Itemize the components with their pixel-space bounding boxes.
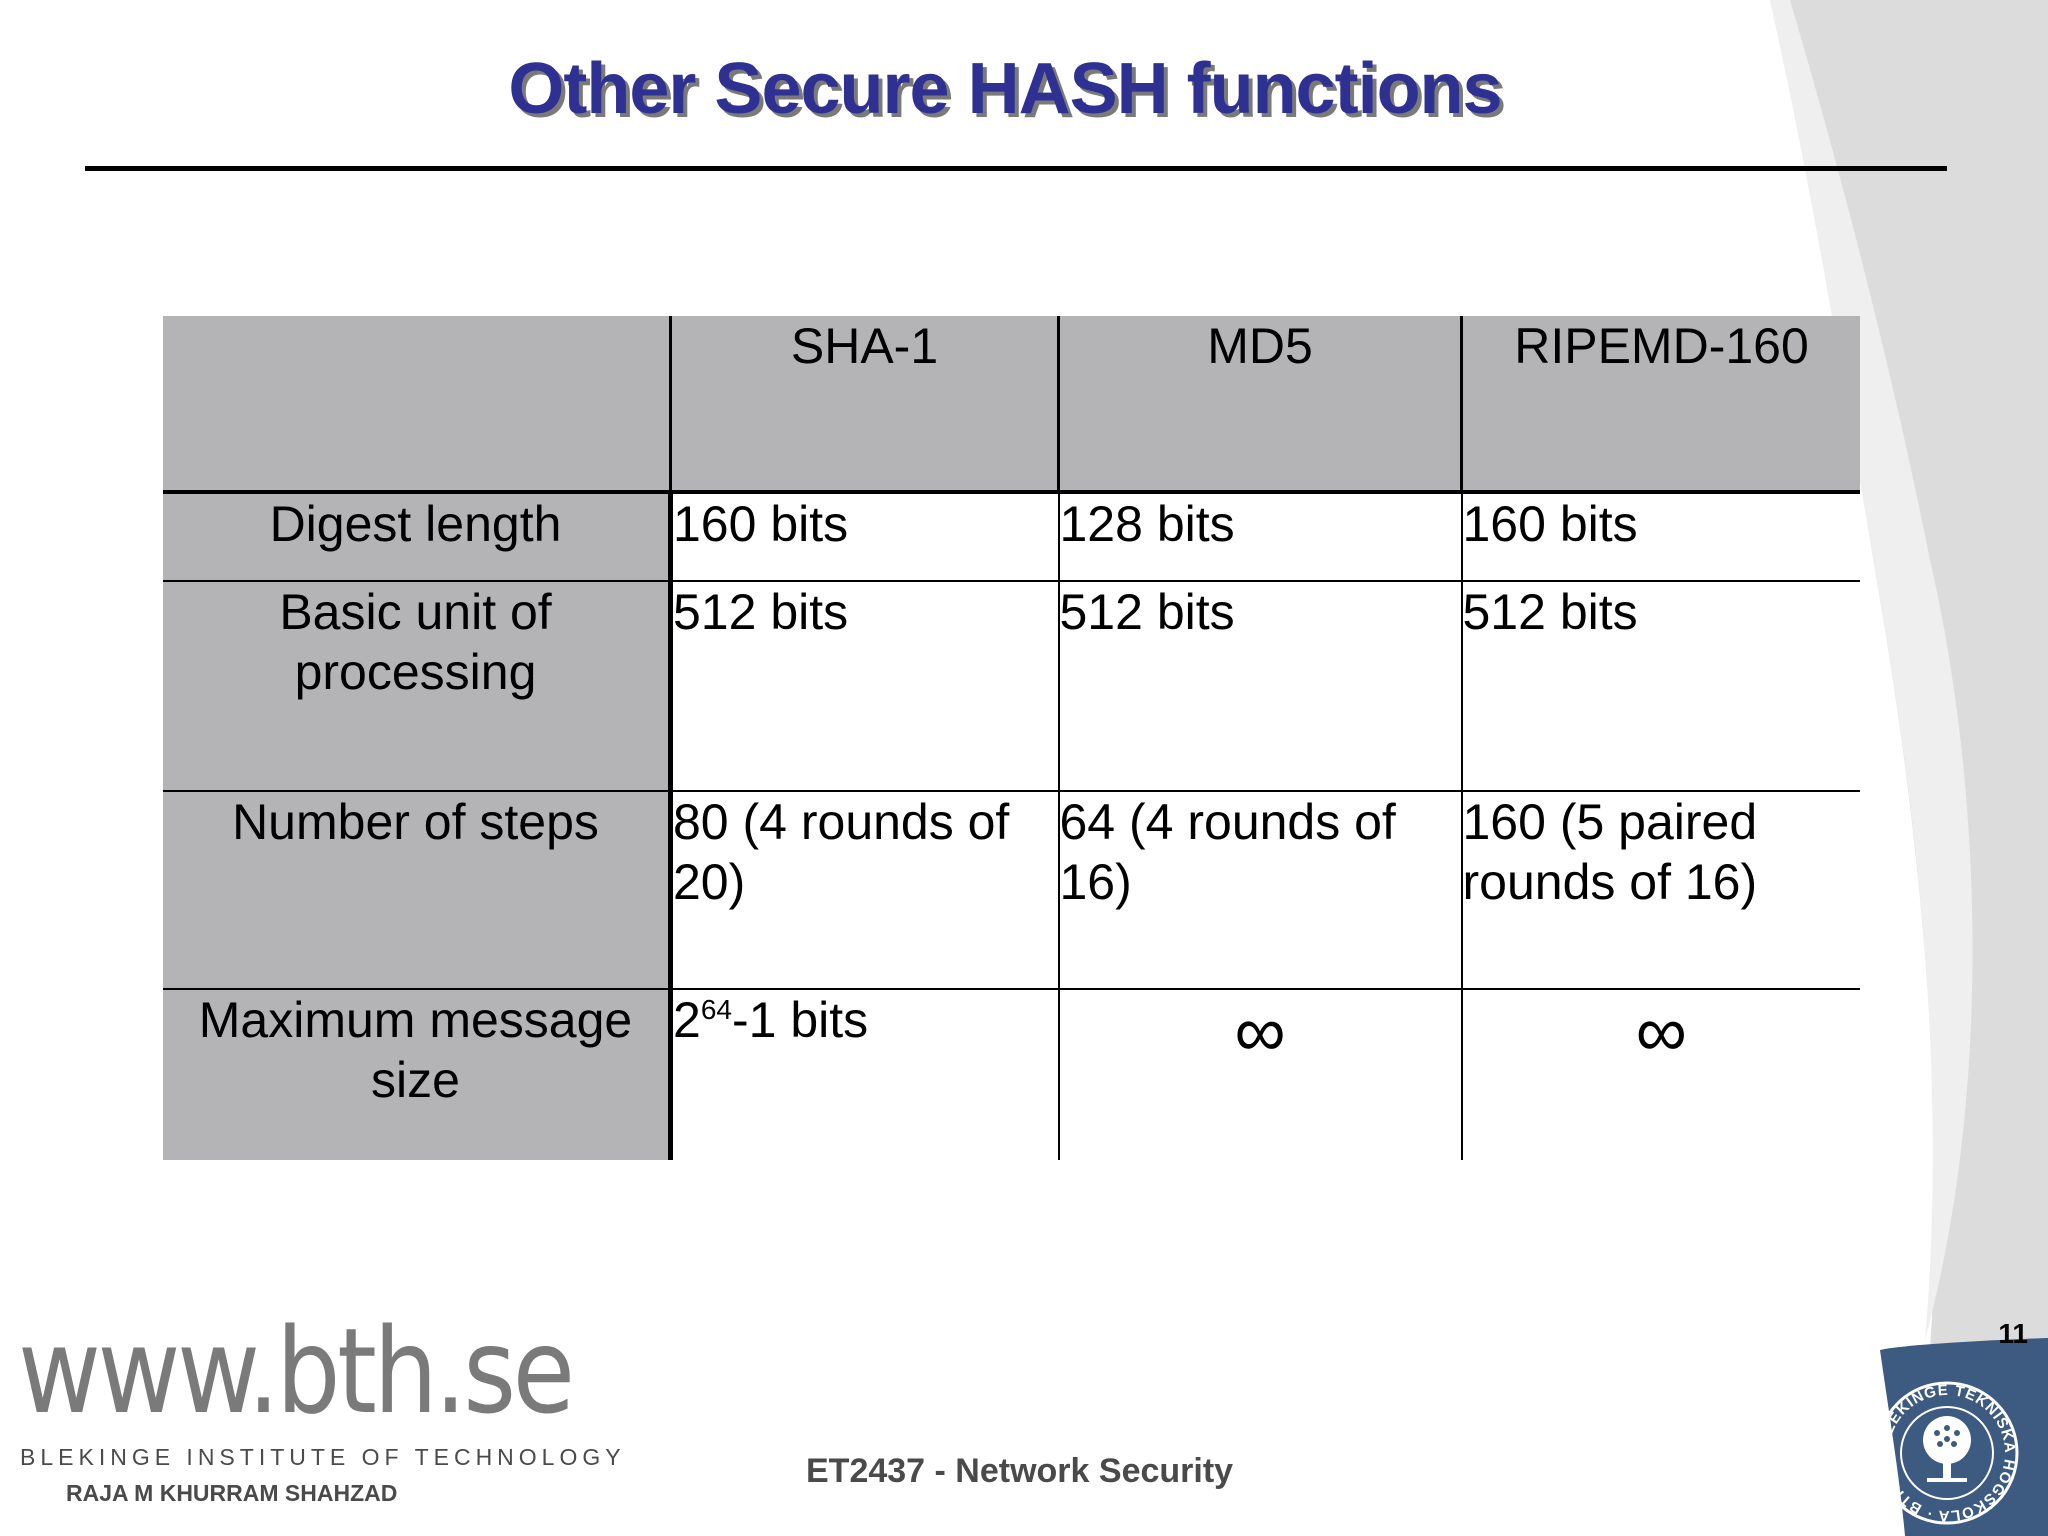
institute-name: BLEKINGE INSTITUTE OF TECHNOLOGY <box>20 1444 626 1470</box>
cell-sha1-steps: 80 (4 rounds of 20) <box>671 791 1059 989</box>
table-row <box>163 989 1860 1160</box>
cell-md5-digest-length: 128 bits <box>1059 492 1462 581</box>
brand-url: www.bth.se <box>18 1302 572 1440</box>
slide-title: Other Secure HASH functions <box>508 49 1502 129</box>
infinity-symbol: ∞ <box>1635 992 1687 1072</box>
cell-md5-steps: 64 (4 rounds of 16) <box>1059 791 1462 989</box>
row-label-digest-length: Digest length <box>163 492 671 581</box>
table-row <box>163 581 1860 791</box>
page-number: 11 <box>1998 1318 2028 1349</box>
title-underline <box>85 166 1947 171</box>
cell-ripemd-digest-length: 160 bits <box>1462 492 1861 581</box>
seal-text: BLEKINGE TEKNISKA HÖGSKOLA · BTH · <box>1876 1381 2019 1525</box>
table-row <box>163 492 1860 581</box>
cell-ripemd-steps: 160 (5 paired rounds of 16) <box>1462 791 1861 989</box>
bth-seal-logo <box>1872 1378 2022 1528</box>
cell-md5-basic-unit: 512 bits <box>1059 581 1462 791</box>
course-footer: ET2437 - Network Security <box>806 1452 1234 1490</box>
cell-sha1-max-size <box>671 989 1059 1160</box>
author-name: RAJA M KHURRAM SHAHZAD <box>66 1480 398 1506</box>
column-header-md5: MD5 <box>1059 316 1462 492</box>
sha1-max-base: 2 <box>673 992 701 1048</box>
cell-ripemd-basic-unit: 512 bits <box>1462 581 1861 791</box>
hash-comparison-table <box>163 316 1860 1160</box>
table-row <box>163 791 1860 989</box>
table-header-row <box>163 316 1860 492</box>
sha1-max-rest: -1 bits <box>731 992 869 1048</box>
cell-md5-max-size <box>1059 989 1462 1160</box>
cell-ripemd-max-size <box>1462 989 1861 1160</box>
cell-sha1-digest-length: 160 bits <box>671 492 1059 581</box>
cell-sha1-basic-unit: 512 bits <box>671 581 1059 791</box>
infinity-symbol: ∞ <box>1234 992 1286 1072</box>
row-label-basic-unit: Basic unit of processing <box>163 581 671 791</box>
sha1-max-exponent: 64 <box>700 994 732 1025</box>
header-corner-cell <box>163 316 671 492</box>
row-label-max-message-size: Maximum message size <box>163 989 671 1160</box>
column-header-sha1: SHA-1 <box>671 316 1059 492</box>
column-header-ripemd160: RIPEMD-160 <box>1462 316 1861 492</box>
row-label-number-of-steps: Number of steps <box>163 791 671 989</box>
